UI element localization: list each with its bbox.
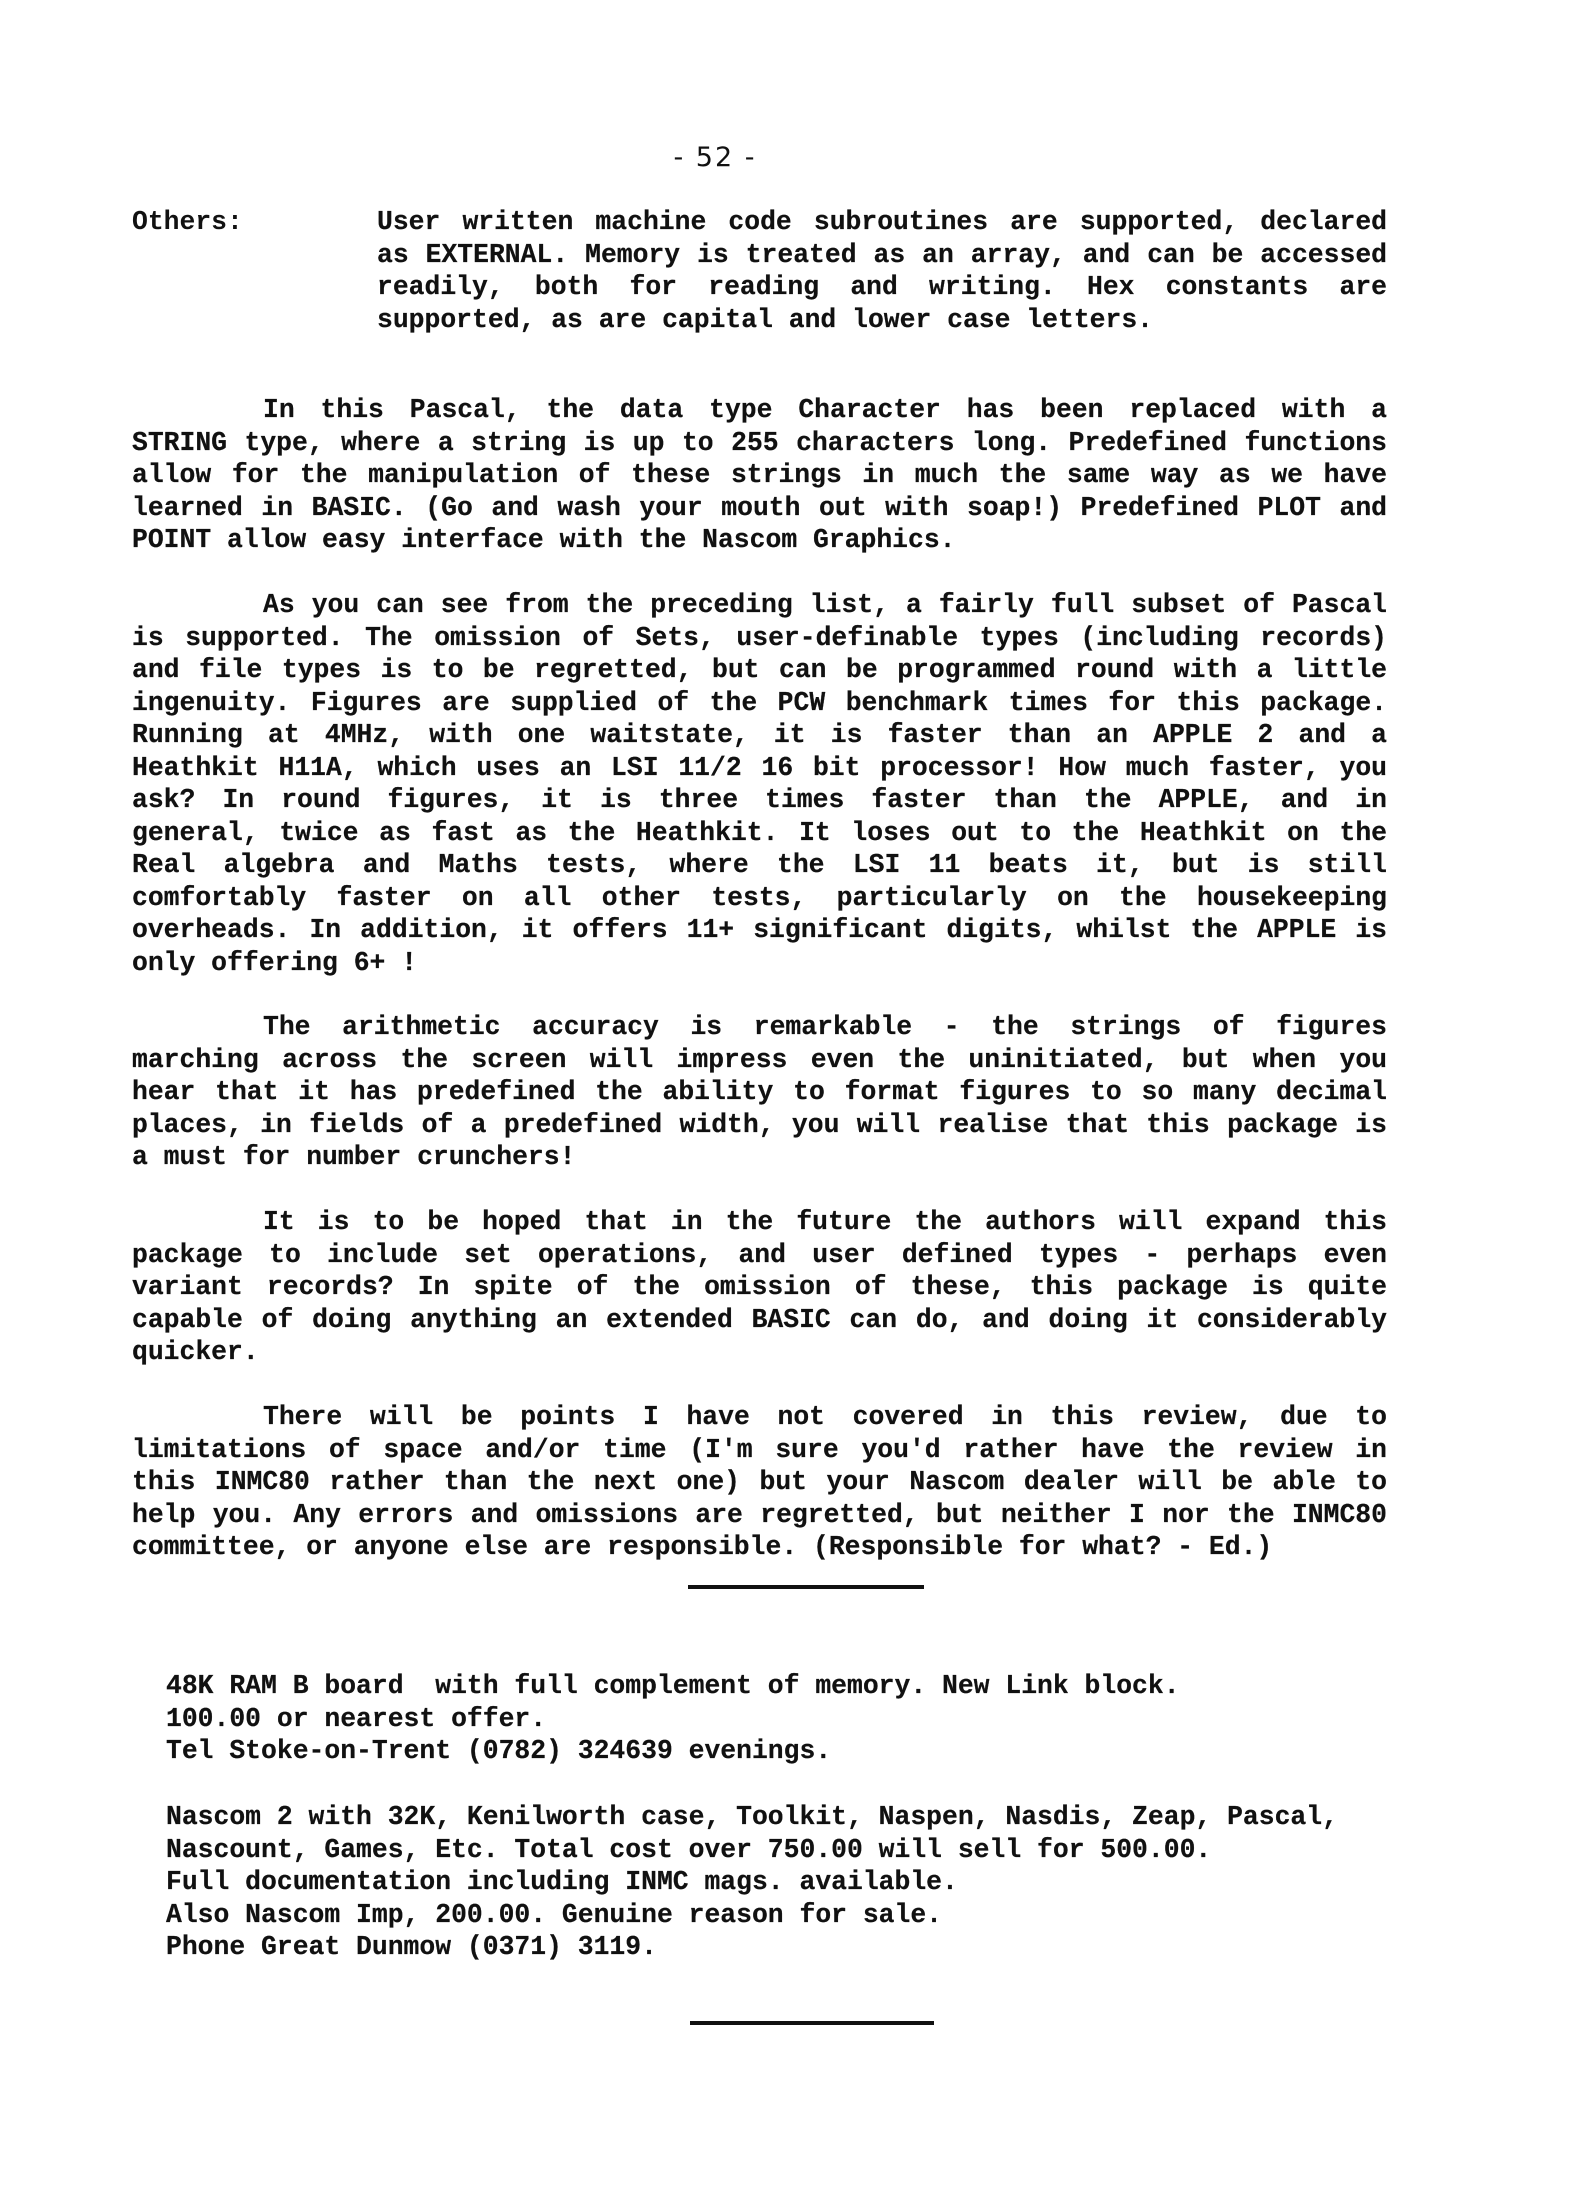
text-line: hear that it has predefined the ability to format figures to so many decimal bbox=[132, 1077, 1387, 1107]
text-line: Nascount, Games, Etc. Total cost over 750.00 will sell for 500.00. bbox=[166, 1834, 1212, 1865]
others-label: Others: bbox=[132, 207, 243, 237]
text-line: The arithmetic accuracy is remarkable - the strings of figures bbox=[263, 1012, 1387, 1042]
text-line: is supported. The omission of Sets, user-definable types (including records) bbox=[132, 622, 1387, 653]
text-line: allow for the manipulation of these strings in much the same way as we have bbox=[132, 460, 1387, 490]
text-line: a must for number crunchers! bbox=[132, 1142, 576, 1172]
text-line: Real algebra and Maths tests, where the LSI 11 beats it, but is still bbox=[132, 850, 1387, 880]
text-line: It is to be hoped that in the future the authors will expand this bbox=[263, 1207, 1387, 1237]
text-line: STRING type, where a string is up to 255 characters long. Predefined functions bbox=[132, 427, 1387, 458]
text-line: help you. Any errors and omissions are regretted, but neither I nor the INMC80 bbox=[132, 1499, 1387, 1530]
text-line: ingenuity. Figures are supplied of the PCW benchmark times for this package. bbox=[132, 687, 1387, 718]
text-line: committee, or anyone else are responsible. (Responsible for what? - Ed.) bbox=[132, 1532, 1273, 1562]
text-line: Full documentation including INMC mags. available. bbox=[166, 1867, 958, 1897]
text-line: Tel Stoke-on-Trent (0782) 324639 evenings. bbox=[166, 1736, 832, 1766]
text-line: marching across the screen will impress even the uninitiated, but when you bbox=[132, 1044, 1387, 1075]
text-line: comfortably faster on all other tests, particularly on the housekeeping bbox=[132, 882, 1387, 913]
others-description bbox=[377, 206, 1387, 336]
paragraph-future-hopes bbox=[132, 1206, 1387, 1369]
paragraph-subset-benchmarks bbox=[132, 589, 1387, 979]
text-line: 48K RAM B board with full complement of memory. New Link block. bbox=[166, 1671, 1180, 1701]
text-line: package to include set operations, and user defined types - perhaps even bbox=[132, 1239, 1387, 1270]
paragraph-string-type bbox=[132, 394, 1387, 557]
text-line: variant records? In spite of the omission of these, this package is quite bbox=[132, 1272, 1387, 1302]
text-line: Also Nascom Imp, 200.00. Genuine reason for sale. bbox=[166, 1899, 943, 1930]
paragraph-closing-remarks bbox=[132, 1401, 1387, 1564]
text-line: limitations of space and/or time (I'm sure you'd rather have the review in bbox=[132, 1434, 1387, 1465]
text-line: supported, as are capital and lower case letters. bbox=[377, 304, 1154, 335]
text-line: Heathkit H11A, which uses an LSI 11/2 16 bit processor! How much faster, you bbox=[132, 752, 1387, 783]
text-line: places, in fields of a predefined width, you will realise that this package is bbox=[132, 1109, 1387, 1140]
text-line: as EXTERNAL. Memory is treated as an array, and can be accessed bbox=[377, 239, 1387, 270]
text-line: overheads. In addition, it offers 11+ significant digits, whilst the APPLE is bbox=[132, 915, 1387, 945]
end-divider bbox=[690, 2021, 934, 2025]
text-line: ask? In round figures, it is three times faster than the APPLE, and in bbox=[132, 785, 1387, 815]
text-line: As you can see from the preceding list, a fairly full subset of Pascal bbox=[263, 590, 1387, 620]
text-line: Nascom 2 with 32K, Kenilworth case, Toolkit, Naspen, Nasdis, Zeap, Pascal, bbox=[166, 1802, 1338, 1832]
text-line: quicker. bbox=[132, 1337, 259, 1367]
text-line: and file types is to be regretted, but can be programmed round with a little bbox=[132, 655, 1387, 685]
text-line: only offering 6+ ! bbox=[132, 947, 418, 978]
text-line: 100.00 or nearest offer. bbox=[166, 1703, 547, 1734]
text-line: capable of doing anything an extended BASIC can do, and doing it considerably bbox=[132, 1304, 1387, 1335]
classified-ad-ram-board bbox=[166, 1670, 1416, 1768]
text-line: User written machine code subroutines are supported, declared bbox=[377, 207, 1387, 237]
text-line: POINT allow easy interface with the Nascom Graphics. bbox=[132, 525, 956, 555]
text-line: Running at 4MHz, with one waitstate, it is faster than an APPLE 2 and a bbox=[132, 720, 1387, 750]
text-line: learned in BASIC. (Go and wash your mouth out with soap!) Predefined PLOT and bbox=[132, 492, 1387, 523]
text-line: There will be points I have not covered in this review, due to bbox=[263, 1402, 1387, 1432]
text-line: In this Pascal, the data type Character has been replaced with a bbox=[263, 395, 1387, 425]
text-line: this INMC80 rather than the next one) but your Nascom dealer will be able to bbox=[132, 1467, 1387, 1497]
text-line: readily, both for reading and writing. Hex constants are bbox=[377, 272, 1387, 302]
text-line: Phone Great Dunmow (0371) 3119. bbox=[166, 1932, 657, 1962]
paragraph-arithmetic-accuracy bbox=[132, 1011, 1387, 1174]
page-number: - 52 - bbox=[673, 142, 757, 173]
section-divider bbox=[688, 1585, 924, 1589]
classified-ad-nascom-2 bbox=[166, 1801, 1416, 1964]
text-line: general, twice as fast as the Heathkit. It loses out to the Heathkit on the bbox=[132, 817, 1387, 848]
